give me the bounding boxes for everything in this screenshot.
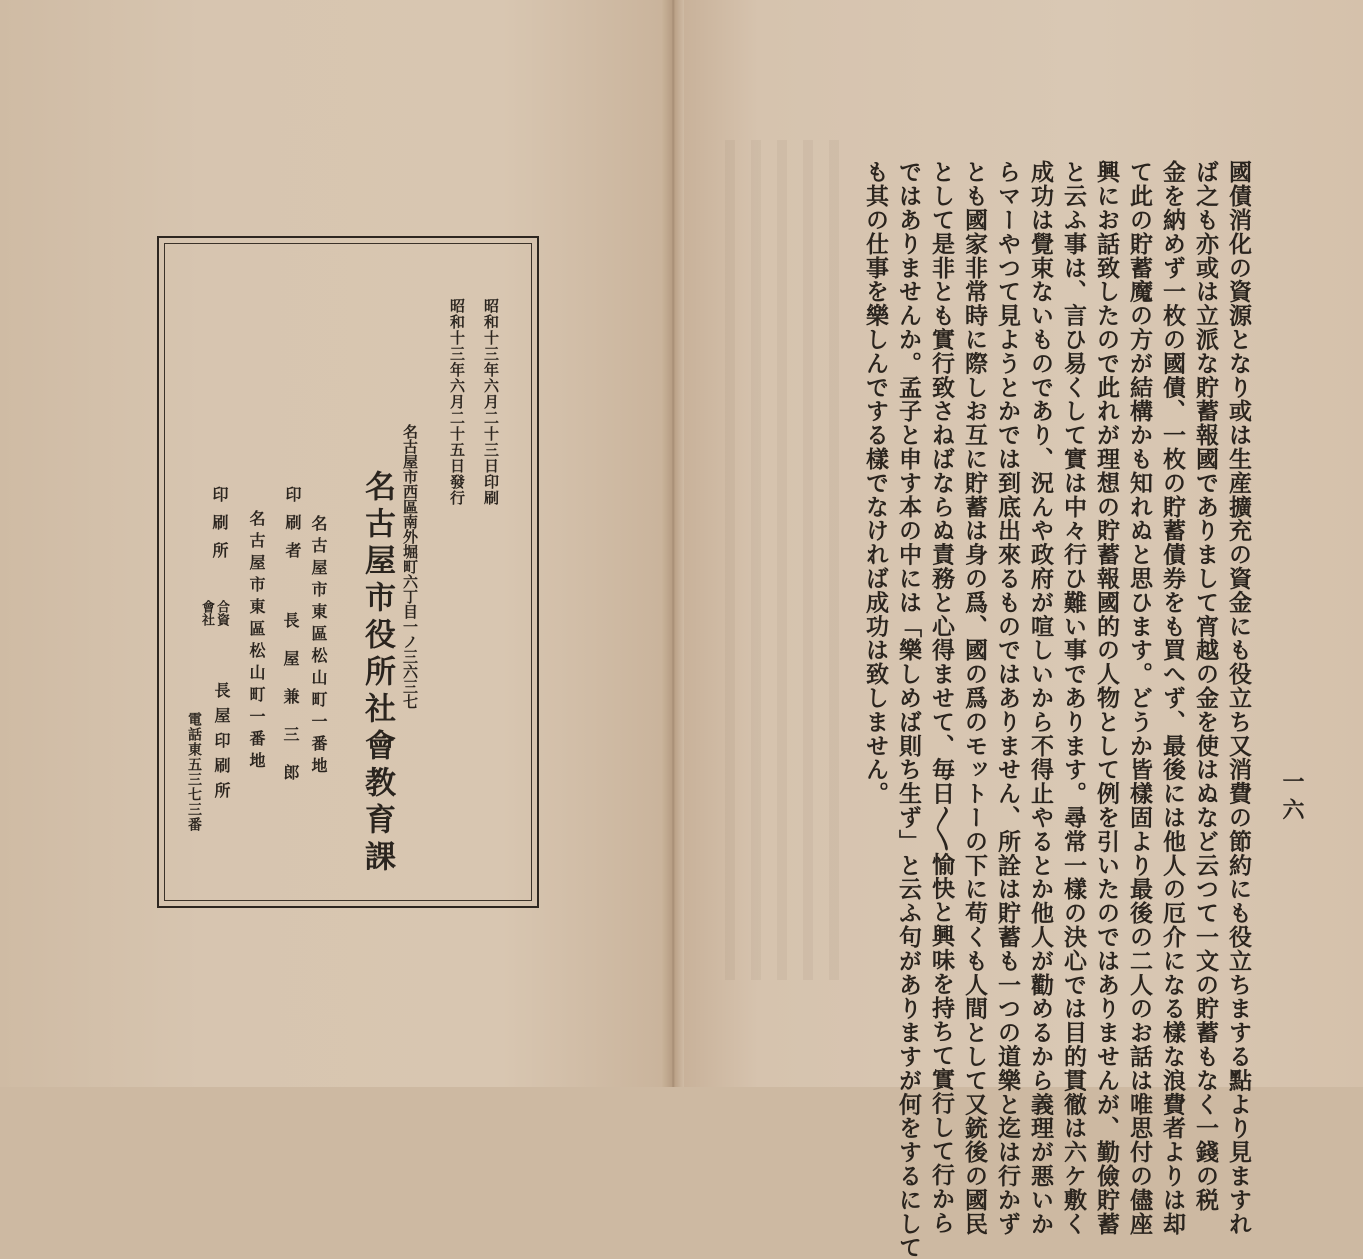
text-column: も其の仕事を樂しんでする樣でなければ成功は致しません。 xyxy=(862,160,889,806)
text-column: 金を納めず一枚の國債、一枚の貯蓄債券をも買へず、最後には他人の厄介になる樣な浪費者よりは却 xyxy=(1159,160,1186,1236)
publish-date: 昭和十三年六月二十五日發行 xyxy=(448,298,466,506)
printer-address: 名古屋市東區松山町一番地 xyxy=(309,515,328,779)
publisher-address: 名古屋市西區南外堀町六丁目一ノ三六三七 xyxy=(401,424,419,709)
printer-label: 印刷者 xyxy=(283,486,302,570)
publisher-name: 名古屋市役所社會教育課 xyxy=(359,470,395,877)
text-column: とも國家非常時に際しお互に貯蓄は身の爲、國の爲のモットーの下に苟くも人間として又銃後の國民 xyxy=(961,160,988,1236)
print-shop-phone: 電話東五三七三番 xyxy=(186,712,202,832)
print-shop-label: 印刷所 xyxy=(210,486,229,570)
company-type: 合資會社 xyxy=(199,600,229,626)
book-gutter xyxy=(662,0,684,1087)
printer-name: 長屋兼三郎 xyxy=(281,612,300,802)
show-through-text xyxy=(725,140,855,980)
page-number: 一六 xyxy=(1279,770,1305,826)
text-column: として是非とも實行致さねばならぬ責務と心得ませて、毎日〳〵愉快と興味を持ちて實行して行から xyxy=(928,160,955,1235)
text-column: と云ふ事は、言ひ易くして實は中々行ひ難い事であります。尋常一樣の決心では目的貫徹は六ケ敷く xyxy=(1060,160,1087,1236)
text-column: て此の貯蓄魔の方が結構かも知れぬと思ひます。どうか皆樣固より最後の二人のお話は唯思付の儘座 xyxy=(1126,160,1153,1236)
text-column: らマーやつて見ようとかでは到底出來るものではありません、所詮は貯蓄も一つの道樂と迄は行かず xyxy=(994,160,1021,1236)
text-column: ば之も亦或は立派な貯蓄報國でありまして宵越の金を使はぬなど云つて一文の貯蓄もなく一錢の税 xyxy=(1192,160,1219,1212)
text-column: 成功は覺束ないものであり、況んや政府が喧しいから不得止やるとか他人が勸めるから義理が悪いか xyxy=(1027,160,1054,1236)
text-column: ではありませんか。孟子と申す本の中には「樂しめば則ち生ず」と云ふ句がありますが何をするにして xyxy=(895,160,922,1259)
print-shop-name: 長屋印刷所 xyxy=(212,682,231,807)
print-shop-address: 名古屋市東區松山町一番地 xyxy=(247,510,266,774)
text-column: 興にお話致したので此れが理想の貯蓄報國的の人物として例を引いたのではありませんが、勤儉貯蓄 xyxy=(1093,160,1120,1236)
text-column: 國債消化の資源となり或は生産擴充の資金にも役立ち又消費の節約にも役立ちまする點より見ますれ xyxy=(1225,160,1252,1236)
print-date: 昭和十三年六月二十三日印刷 xyxy=(482,298,500,506)
